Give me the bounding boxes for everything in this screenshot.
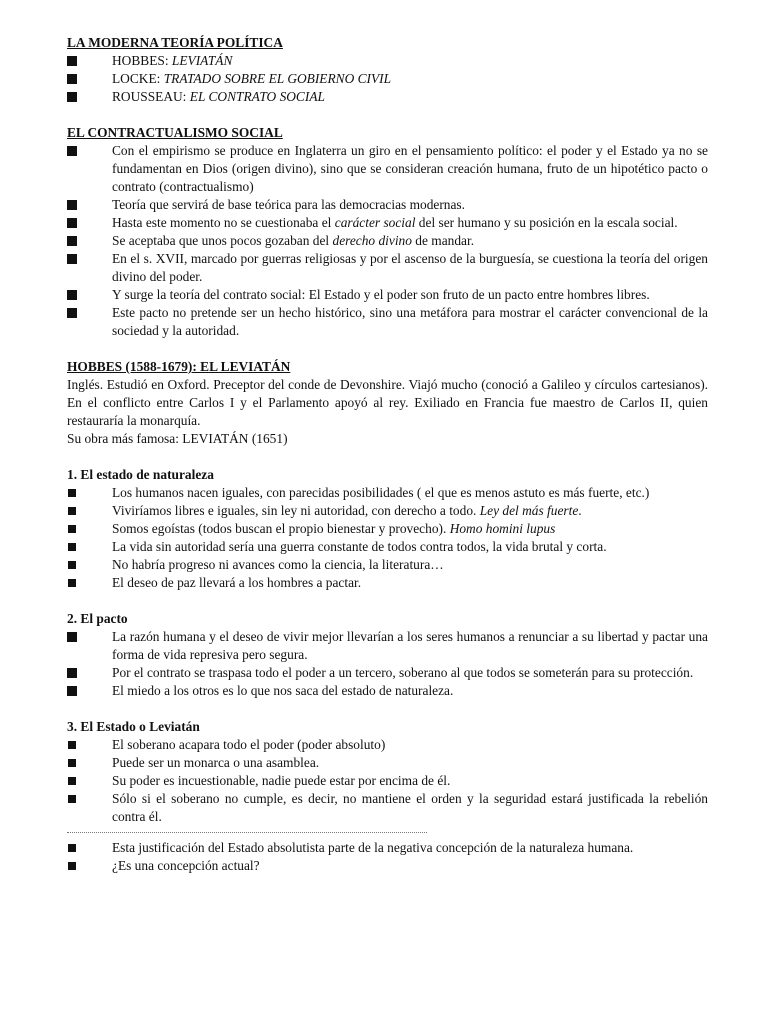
item-text: El miedo a los otros es lo que nos saca del estado de naturaleza.	[112, 683, 454, 698]
item-text: El soberano acapara todo el poder (poder absoluto)	[112, 737, 386, 752]
dotted-divider	[67, 832, 427, 833]
item-text: No habría progreso ni avances como la ciencia, la literatura…	[112, 557, 444, 572]
list-item	[67, 88, 708, 106]
list-item	[67, 484, 708, 502]
square-bullet-icon	[68, 561, 76, 569]
item-text: Hasta este momento no se cuestionaba el	[112, 215, 335, 230]
list-item	[67, 142, 708, 196]
work-title: TRATADO SOBRE EL GOBIERNO CIVIL	[163, 71, 392, 86]
square-bullet-icon	[68, 579, 76, 587]
list-item	[67, 772, 708, 790]
square-bullet-icon	[68, 525, 76, 533]
square-bullet-icon	[67, 56, 77, 66]
list-item	[67, 754, 708, 772]
item-emphasis: derecho divino	[332, 233, 412, 248]
section-title-leviathan-state: 3. El Estado o Leviatán	[67, 719, 200, 734]
square-bullet-icon	[68, 741, 76, 749]
item-text: En el s. XVII, marcado por guerras religiosas y por el ascenso de la burguesía, se cuestiona la teoría del origen divino del poder.	[112, 251, 708, 284]
item-text: de mandar.	[411, 233, 475, 248]
square-bullet-icon	[67, 218, 77, 228]
list-item	[67, 857, 708, 875]
item-text: Puede ser un monarca o una asamblea.	[112, 755, 320, 770]
section-title-contractualism: EL CONTRACTUALISMO SOCIAL	[67, 125, 283, 140]
author-name: HOBBES:	[112, 53, 172, 68]
square-bullet-icon	[67, 632, 77, 642]
square-bullet-icon	[68, 507, 76, 515]
item-text: ¿Es una concepción actual?	[112, 858, 260, 873]
square-bullet-icon	[68, 795, 76, 803]
section-title-hobbes: HOBBES (1588-1679): EL LEVIATÁN	[67, 359, 291, 374]
square-bullet-icon	[67, 686, 77, 696]
item-text: El deseo de paz llevará a los hombres a pactar.	[112, 575, 362, 590]
square-bullet-icon	[67, 290, 77, 300]
work-title: EL CONTRATO SOCIAL	[189, 89, 325, 104]
square-bullet-icon	[67, 668, 77, 678]
square-bullet-icon	[68, 543, 76, 551]
main-title: LA MODERNA TEORÍA POLÍTICA	[67, 35, 283, 50]
item-text: Esta justificación del Estado absolutista parte de la negativa concepción de la naturaleza humana.	[112, 840, 634, 855]
item-text: Por el contrato se traspasa todo el poder a un tercero, soberano al que todos se someterán para su protección.	[112, 665, 694, 680]
list-item	[67, 574, 708, 592]
square-bullet-icon	[67, 74, 77, 84]
hobbes-bio: Inglés. Estudió en Oxford. Preceptor del conde de Devonshire. Viajó mucho (conoció a Galileo y círculos cartesianos). En el conflicto entre Carlos I y el Parlamento apoyó al rey. Exiliado en Francia fue maestro de Carlos II, quien restauraría la monarquía.	[67, 377, 708, 428]
list-item	[67, 214, 708, 232]
list-item	[67, 664, 708, 682]
item-text: Su poder es incuestionable, nadie puede estar por encima de él.	[112, 773, 451, 788]
list-item	[67, 232, 708, 250]
square-bullet-icon	[67, 200, 77, 210]
item-text: La vida sin autoridad sería una guerra constante de todos contra todos, la vida brutal y corta.	[112, 539, 607, 554]
list-item	[67, 250, 708, 286]
item-emphasis: Ley del más fuerte	[479, 503, 579, 518]
list-item	[67, 538, 708, 556]
item-text: Y surge la teoría del contrato social: El Estado y el poder son fruto de un pacto entre hombres libres.	[112, 287, 650, 302]
list-item	[67, 556, 708, 574]
list-item	[67, 304, 708, 340]
list-item	[67, 736, 708, 754]
author-name: LOCKE:	[112, 71, 164, 86]
item-text: Sólo si el soberano no cumple, es decir, no mantiene el orden y la seguridad estará justificada la rebelión contra él.	[112, 791, 708, 824]
square-bullet-icon	[67, 308, 77, 318]
item-text: Se aceptaba que unos pocos gozaban del	[112, 233, 333, 248]
item-text: Teoría que servirá de base teórica para las democracias modernas.	[112, 197, 465, 212]
square-bullet-icon	[67, 254, 77, 264]
item-emphasis: Homo homini lupus	[449, 521, 556, 536]
author-name: ROUSSEAU:	[112, 89, 190, 104]
list-item	[67, 196, 708, 214]
list-item	[67, 70, 708, 88]
list-item	[67, 839, 708, 857]
square-bullet-icon	[67, 236, 77, 246]
document-page	[67, 34, 708, 875]
square-bullet-icon	[68, 844, 76, 852]
item-text: .	[578, 503, 582, 518]
work-title: LEVIATÁN	[171, 53, 233, 68]
square-bullet-icon	[68, 489, 76, 497]
section-title-pact: 2. El pacto	[67, 611, 128, 626]
item-text: Los humanos nacen iguales, con parecidas posibilidades ( el que es menos astuto es más fuerte, etc.)	[112, 485, 650, 500]
item-text: Viviríamos libres e iguales, sin ley ni autoridad, con derecho a todo.	[112, 503, 480, 518]
list-item	[67, 520, 708, 538]
section-title-state-of-nature: 1. El estado de naturaleza	[67, 467, 214, 482]
list-item	[67, 502, 708, 520]
square-bullet-icon	[67, 92, 77, 102]
item-text: del ser humano y su posición en la escala social.	[415, 215, 678, 230]
square-bullet-icon	[68, 759, 76, 767]
list-item	[67, 790, 708, 826]
square-bullet-icon	[68, 777, 76, 785]
item-text: Este pacto no pretende ser un hecho histórico, sino una metáfora para mostrar el carácter convencional de la sociedad y la autoridad.	[112, 305, 708, 338]
item-text: Con el empirismo se produce en Inglaterra un giro en el pensamiento político: el poder y el Estado ya no se fundamentan en Dios (origen divino), sino que se consideran creación humana, fruto de un hipotético pacto o contrato (contractualismo)	[112, 143, 708, 194]
square-bullet-icon	[67, 146, 77, 156]
list-item	[67, 628, 708, 664]
list-item	[67, 682, 708, 700]
hobbes-main-work: Su obra más famosa: LEVIATÁN (1651)	[67, 431, 288, 446]
square-bullet-icon	[68, 862, 76, 870]
item-text: Somos egoístas (todos buscan el propio bienestar y provecho).	[112, 521, 450, 536]
list-item	[67, 286, 708, 304]
item-emphasis: carácter social	[334, 215, 416, 230]
item-text: La razón humana y el deseo de vivir mejor llevarían a los seres humanos a renunciar a su libertad y pactar una forma de vida represiva pero segura.	[112, 629, 708, 662]
list-item	[67, 52, 708, 70]
